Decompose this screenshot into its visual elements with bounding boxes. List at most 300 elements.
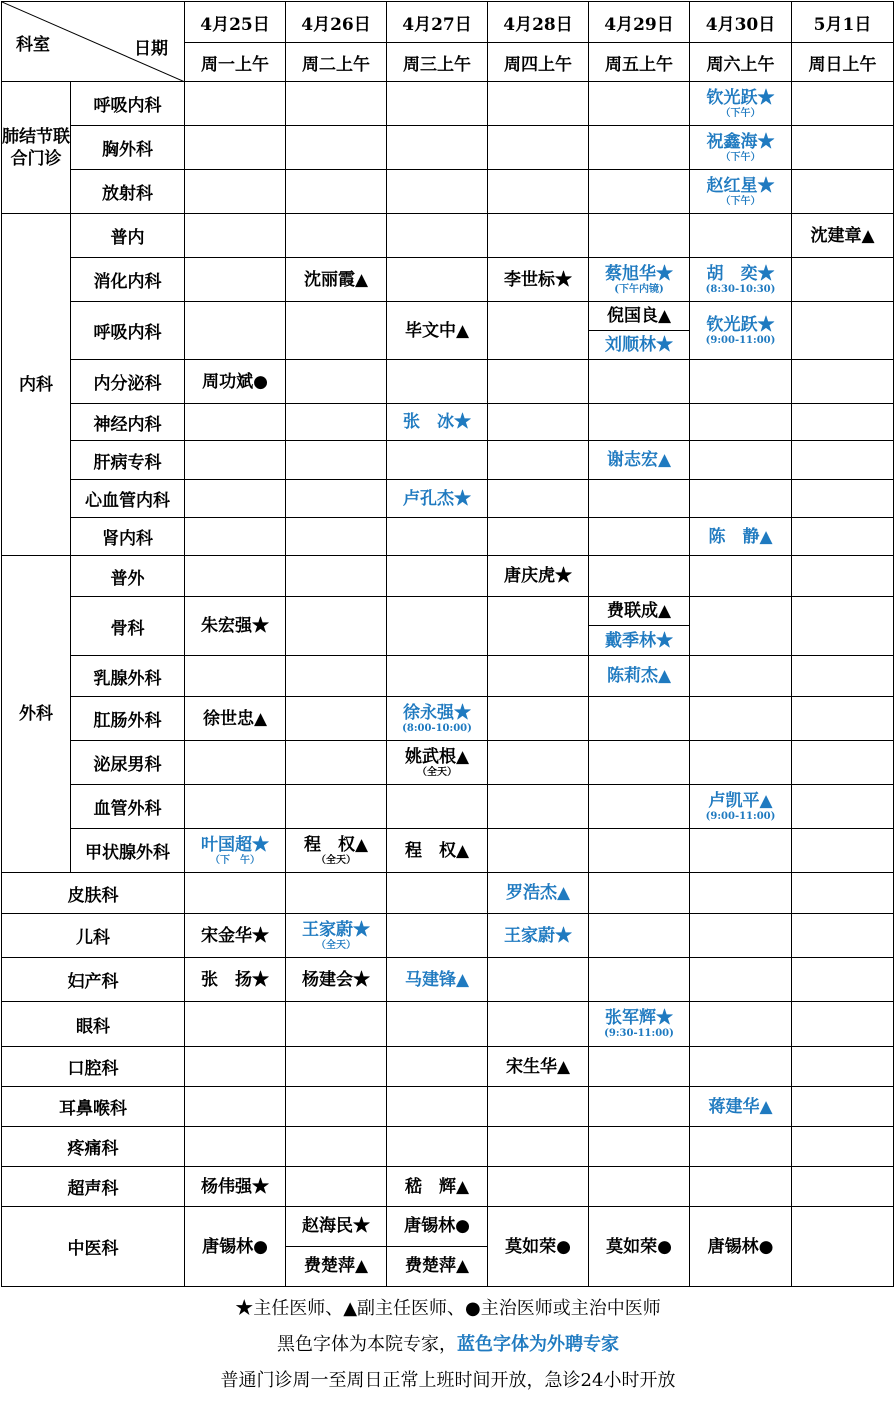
empty-cell xyxy=(589,170,690,214)
schedule-cell xyxy=(488,914,589,958)
empty-cell xyxy=(488,518,589,556)
doctor-name: 周功斌● xyxy=(202,371,268,392)
empty-cell xyxy=(286,1002,387,1047)
schedule-cell-split xyxy=(286,1207,387,1287)
dept-cell: 中医科 xyxy=(2,1207,185,1287)
doctor-name: 费楚萍▲ xyxy=(303,1256,369,1277)
day-sun: 周日上午 xyxy=(792,43,894,82)
schedule-cell xyxy=(286,958,387,1002)
empty-cell xyxy=(792,1047,894,1087)
legend-blue-note: 蓝色字体为外聘专家 xyxy=(457,1334,619,1355)
empty-cell xyxy=(792,170,894,214)
date-tue: 4月26日 xyxy=(286,2,387,43)
schedule-cell xyxy=(387,480,488,518)
doctor-entry xyxy=(589,1008,689,1040)
empty-cell xyxy=(488,170,589,214)
table-row xyxy=(2,214,894,258)
empty-cell xyxy=(387,914,488,958)
empty-cell xyxy=(488,1127,589,1167)
table-row xyxy=(2,1047,894,1087)
empty-cell xyxy=(690,697,792,741)
empty-cell xyxy=(589,914,690,958)
empty-cell xyxy=(589,697,690,741)
empty-cell xyxy=(690,480,792,518)
empty-cell xyxy=(792,1207,894,1287)
doctor-name: 毕文中▲ xyxy=(404,320,470,341)
schedule-cell xyxy=(387,404,488,441)
empty-cell xyxy=(286,1047,387,1087)
empty-cell xyxy=(690,914,792,958)
empty-cell xyxy=(690,1127,792,1167)
empty-cell xyxy=(589,82,690,126)
schedule-cell xyxy=(690,170,792,214)
schedule-cell xyxy=(387,1167,488,1207)
schedule-cell xyxy=(286,258,387,302)
schedule-cell xyxy=(387,741,488,785)
empty-cell xyxy=(690,1002,792,1047)
doctor-name: 倪国良▲ xyxy=(606,305,672,326)
empty-cell xyxy=(387,1047,488,1087)
empty-cell xyxy=(488,302,589,360)
empty-cell xyxy=(792,597,894,656)
doctor-name: 唐锡林● xyxy=(202,1236,268,1257)
dept-cell: 耳鼻喉科 xyxy=(2,1087,185,1127)
empty-cell xyxy=(286,82,387,126)
empty-cell xyxy=(589,741,690,785)
table-row xyxy=(2,126,894,170)
empty-cell xyxy=(792,1087,894,1127)
table-row xyxy=(2,1127,894,1167)
empty-cell xyxy=(387,1087,488,1127)
doctor-name: 赵海民★ xyxy=(302,1216,370,1237)
doctor-entry xyxy=(185,1177,285,1197)
doctor-entry xyxy=(690,791,791,823)
empty-cell xyxy=(185,518,286,556)
doctor-time-note: (9:00-11:00) xyxy=(705,810,776,822)
schedule-cell xyxy=(690,82,792,126)
empty-cell xyxy=(589,829,690,873)
empty-cell xyxy=(792,126,894,170)
doctor-entry xyxy=(185,1237,285,1257)
schedule-cell-bottom xyxy=(589,626,689,655)
empty-cell xyxy=(185,1047,286,1087)
empty-cell xyxy=(286,1167,387,1207)
table-row xyxy=(2,958,894,1002)
dept-cell: 眼科 xyxy=(2,1002,185,1047)
empty-cell xyxy=(286,518,387,556)
schedule-cell xyxy=(690,258,792,302)
empty-cell xyxy=(792,518,894,556)
empty-cell xyxy=(387,1002,488,1047)
empty-cell xyxy=(792,958,894,1002)
schedule-cell xyxy=(387,302,488,360)
schedule-cell xyxy=(185,829,286,873)
doctor-name: 费联成▲ xyxy=(606,601,672,621)
empty-cell xyxy=(286,404,387,441)
doctor-entry xyxy=(690,1237,791,1257)
empty-cell xyxy=(792,829,894,873)
empty-cell xyxy=(185,785,286,829)
empty-cell xyxy=(286,656,387,697)
table-row xyxy=(2,556,894,597)
empty-cell xyxy=(387,82,488,126)
doctor-entry xyxy=(690,176,791,208)
schedule-cell xyxy=(690,126,792,170)
empty-cell xyxy=(286,741,387,785)
schedule-cell xyxy=(589,656,690,697)
empty-cell xyxy=(488,126,589,170)
empty-cell xyxy=(488,829,589,873)
schedule-cell xyxy=(488,258,589,302)
doctor-time-note: （全天） xyxy=(417,766,457,778)
empty-cell xyxy=(792,873,894,914)
dept-cell: 皮肤科 xyxy=(2,873,185,914)
date-sun: 5月1日 xyxy=(792,2,894,43)
empty-cell xyxy=(792,1127,894,1167)
doctor-name: 蔡旭华★ xyxy=(605,263,673,284)
doctor-entry xyxy=(589,666,689,686)
doctor-time-note: (8:30-10:30) xyxy=(705,283,776,295)
doctor-entry xyxy=(387,321,487,341)
doctor-name: 宋生华▲ xyxy=(505,1056,571,1077)
empty-cell xyxy=(387,441,488,480)
empty-cell xyxy=(792,360,894,404)
dept-cell: 口腔科 xyxy=(2,1047,185,1087)
doctor-name: 沈建章▲ xyxy=(810,225,875,246)
doctor-name: 张 冰★ xyxy=(403,412,471,432)
date-wed: 4月27日 xyxy=(387,2,488,43)
doctor-entry xyxy=(488,1057,588,1077)
doctor-name: 祝鑫海★ xyxy=(706,131,775,152)
doctor-entry xyxy=(690,527,791,547)
doctor-entry xyxy=(488,926,588,946)
schedule-table xyxy=(1,1,894,1287)
doctor-entry xyxy=(690,1097,791,1117)
doctor-entry xyxy=(185,709,285,729)
doctor-time-note: （下午） xyxy=(720,195,761,207)
empty-cell xyxy=(488,214,589,258)
empty-cell xyxy=(792,656,894,697)
empty-cell xyxy=(387,518,488,556)
doctor-time-note: （下午） xyxy=(720,151,761,163)
dept-cell: 内分泌科 xyxy=(71,360,185,404)
doctor-entry xyxy=(304,1256,368,1276)
empty-cell xyxy=(488,597,589,656)
doctor-entry xyxy=(792,226,893,246)
schedule-cell xyxy=(185,1207,286,1287)
doctor-name: 叶国超★ xyxy=(201,834,269,855)
empty-cell xyxy=(488,1002,589,1047)
empty-cell xyxy=(286,1087,387,1127)
empty-cell xyxy=(185,480,286,518)
doctor-name: 杨建会★ xyxy=(302,969,370,990)
schedule-cell xyxy=(792,214,894,258)
empty-cell xyxy=(185,404,286,441)
schedule-cell-bottom xyxy=(589,331,689,360)
empty-cell xyxy=(589,1047,690,1087)
schedule-cell-split xyxy=(589,597,690,656)
empty-cell xyxy=(488,404,589,441)
doctor-entry xyxy=(185,372,285,392)
table-row xyxy=(2,1087,894,1127)
table-row xyxy=(2,518,894,556)
doctor-name: 嵇 辉▲ xyxy=(404,1176,470,1197)
empty-cell xyxy=(589,404,690,441)
empty-cell xyxy=(589,126,690,170)
doctor-entry xyxy=(405,1256,469,1276)
empty-cell xyxy=(589,480,690,518)
day-sat: 周六上午 xyxy=(690,43,792,82)
empty-cell xyxy=(387,656,488,697)
doctor-name: 徐世忠▲ xyxy=(202,708,268,729)
doctor-name: 唐庆虎★ xyxy=(504,566,572,586)
doctor-name: 姚武根▲ xyxy=(404,746,470,767)
schedule-cell xyxy=(387,697,488,741)
empty-cell xyxy=(589,873,690,914)
legend-black-note: 黑色字体为本院专家， xyxy=(277,1334,457,1355)
empty-cell xyxy=(185,741,286,785)
doctor-entry xyxy=(302,1216,370,1236)
empty-cell xyxy=(690,829,792,873)
empty-cell xyxy=(488,1167,589,1207)
table-row xyxy=(2,258,894,302)
schedule-cell xyxy=(185,1167,286,1207)
day-wed: 周三上午 xyxy=(387,43,488,82)
doctor-entry xyxy=(387,970,487,990)
doctor-entry xyxy=(404,1216,470,1236)
doctor-name: 费楚萍▲ xyxy=(404,1256,470,1277)
dept-cell: 消化内科 xyxy=(71,258,185,302)
empty-cell xyxy=(286,1127,387,1167)
corner-dept-label: 科室 xyxy=(16,35,50,55)
dept-cell: 普外 xyxy=(71,556,185,597)
dept-cell: 疼痛科 xyxy=(2,1127,185,1167)
empty-cell xyxy=(286,170,387,214)
doctor-entry xyxy=(185,616,285,636)
doctor-name: 唐锡林● xyxy=(404,1216,470,1237)
empty-cell xyxy=(387,873,488,914)
empty-cell xyxy=(690,441,792,480)
empty-cell xyxy=(488,958,589,1002)
empty-cell xyxy=(690,1167,792,1207)
doctor-entry xyxy=(690,132,791,164)
doctor-entry xyxy=(605,631,673,651)
doctor-entry xyxy=(286,270,386,290)
empty-cell xyxy=(792,1002,894,1047)
schedule-cell xyxy=(690,1207,792,1287)
doctor-entry xyxy=(589,264,689,296)
empty-cell xyxy=(185,441,286,480)
schedule-cell xyxy=(690,302,792,360)
schedule-cell-top xyxy=(589,597,689,626)
schedule-cell xyxy=(185,914,286,958)
doctor-name: 钦光跃★ xyxy=(706,314,775,335)
schedule-cell xyxy=(286,914,387,958)
empty-cell xyxy=(589,1167,690,1207)
schedule-cell xyxy=(185,360,286,404)
schedule-cell xyxy=(286,829,387,873)
empty-cell xyxy=(286,126,387,170)
empty-cell xyxy=(185,1002,286,1047)
empty-cell xyxy=(185,656,286,697)
doctor-time-note: (下午内镜) xyxy=(614,283,664,295)
empty-cell xyxy=(589,1127,690,1167)
doctor-entry xyxy=(286,970,386,990)
dept-cell: 妇产科 xyxy=(2,958,185,1002)
schedule-cell xyxy=(185,597,286,656)
group-internal: 内科 xyxy=(2,214,71,556)
doctor-time-note: (8:00-10:00) xyxy=(402,722,472,734)
schedule-cell xyxy=(589,441,690,480)
corner-date-label: 日期 xyxy=(134,39,168,59)
doctor-name: 莫如荣● xyxy=(606,1236,672,1257)
empty-cell xyxy=(792,741,894,785)
empty-cell xyxy=(286,597,387,656)
empty-cell xyxy=(286,302,387,360)
doctor-name: 宋金华★ xyxy=(201,925,269,946)
doctor-name: 程 权▲ xyxy=(404,840,470,861)
empty-cell xyxy=(792,441,894,480)
empty-cell xyxy=(792,302,894,360)
empty-cell xyxy=(286,785,387,829)
dept-cell: 甲状腺外科 xyxy=(71,829,185,873)
table-row xyxy=(2,697,894,741)
doctor-name: 马建锋▲ xyxy=(404,969,470,990)
empty-cell xyxy=(185,1127,286,1167)
doctor-entry xyxy=(387,412,487,432)
schedule-cell-bottom xyxy=(387,1247,487,1287)
dept-cell: 乳腺外科 xyxy=(71,656,185,697)
table-row xyxy=(2,441,894,480)
doctor-name: 沈丽霞▲ xyxy=(303,269,369,290)
schedule-cell xyxy=(589,258,690,302)
empty-cell xyxy=(589,1087,690,1127)
doctor-name: 谢志宏▲ xyxy=(606,450,672,470)
legend-text: ★主任医师、▲副主任医师、●主治医师或主治中医师 xyxy=(235,1298,661,1319)
doctor-name: 赵红星★ xyxy=(706,175,775,196)
doctor-entry xyxy=(488,270,588,290)
table-row xyxy=(2,1167,894,1207)
empty-cell xyxy=(488,82,589,126)
doctor-time-note: （全天） xyxy=(316,939,356,951)
doctor-entry xyxy=(387,1177,487,1197)
empty-cell xyxy=(185,258,286,302)
table-row xyxy=(2,656,894,697)
doctor-name: 朱宏强★ xyxy=(201,616,269,636)
doctor-entry xyxy=(488,1237,588,1257)
doctor-entry xyxy=(488,566,588,586)
table-row xyxy=(2,360,894,404)
empty-cell xyxy=(387,360,488,404)
doctor-entry xyxy=(690,88,791,120)
table-row xyxy=(2,873,894,914)
table-row xyxy=(2,785,894,829)
doctor-name: 莫如荣● xyxy=(505,1236,571,1257)
empty-cell xyxy=(690,1047,792,1087)
doctor-name: 程 权▲ xyxy=(303,834,369,855)
schedule-cell xyxy=(488,1207,589,1287)
empty-cell xyxy=(387,258,488,302)
doctor-name: 杨伟强★ xyxy=(201,1176,269,1197)
date-mon: 4月25日 xyxy=(185,2,286,43)
schedule-cell xyxy=(488,873,589,914)
dept-cell: 神经内科 xyxy=(71,404,185,441)
doctor-time-note: （下午） xyxy=(720,107,761,119)
schedule-cell xyxy=(690,518,792,556)
empty-cell xyxy=(387,214,488,258)
table-row xyxy=(2,404,894,441)
dept-cell: 呼吸内科 xyxy=(71,302,185,360)
schedule-cell xyxy=(690,1087,792,1127)
doctor-name: 蒋建华▲ xyxy=(708,1096,773,1117)
legend-color-note xyxy=(0,1330,896,1356)
empty-cell xyxy=(387,1127,488,1167)
dept-cell: 肛肠外科 xyxy=(71,697,185,741)
empty-cell xyxy=(792,556,894,597)
group-surgery: 外科 xyxy=(2,556,71,873)
dept-cell: 骨科 xyxy=(71,597,185,656)
empty-cell xyxy=(589,360,690,404)
table-row xyxy=(2,480,894,518)
empty-cell xyxy=(792,82,894,126)
empty-cell xyxy=(690,214,792,258)
dept-cell: 心血管内科 xyxy=(71,480,185,518)
schedule-cell xyxy=(185,697,286,741)
dept-cell: 肝病专科 xyxy=(71,441,185,480)
doctor-entry xyxy=(387,703,487,735)
schedule-cell xyxy=(185,958,286,1002)
schedule-cell xyxy=(488,1047,589,1087)
doctor-entry xyxy=(488,883,588,903)
empty-cell xyxy=(185,82,286,126)
table-row xyxy=(2,741,894,785)
doctor-name: 卢凯平▲ xyxy=(708,790,773,811)
empty-cell xyxy=(286,360,387,404)
dept-cell: 肾内科 xyxy=(71,518,185,556)
table-row xyxy=(2,170,894,214)
empty-cell xyxy=(792,1167,894,1207)
empty-cell xyxy=(185,302,286,360)
empty-cell xyxy=(792,785,894,829)
empty-cell xyxy=(690,556,792,597)
date-sat: 4月30日 xyxy=(690,2,792,43)
doctor-entry xyxy=(387,747,487,779)
empty-cell xyxy=(589,556,690,597)
empty-cell xyxy=(690,873,792,914)
empty-cell xyxy=(488,656,589,697)
doctor-name: 王家蔚★ xyxy=(504,925,572,946)
day-mon: 周一上午 xyxy=(185,43,286,82)
doctor-entry xyxy=(607,306,671,326)
dept-cell: 呼吸内科 xyxy=(71,82,185,126)
table-row xyxy=(2,302,894,360)
empty-cell xyxy=(185,873,286,914)
doctor-entry xyxy=(607,601,671,621)
empty-cell xyxy=(387,556,488,597)
dept-cell: 儿科 xyxy=(2,914,185,958)
dept-cell: 血管外科 xyxy=(71,785,185,829)
empty-cell xyxy=(792,914,894,958)
doctor-entry xyxy=(690,315,791,347)
empty-cell xyxy=(185,1087,286,1127)
empty-cell xyxy=(185,556,286,597)
group-lung-nodule: 肺结节联合门诊 xyxy=(2,82,71,214)
doctor-entry xyxy=(286,835,386,867)
dept-cell: 泌尿男科 xyxy=(71,741,185,785)
doctor-time-note: （下 午） xyxy=(210,854,260,866)
empty-cell xyxy=(488,480,589,518)
header-date-row xyxy=(2,2,894,43)
